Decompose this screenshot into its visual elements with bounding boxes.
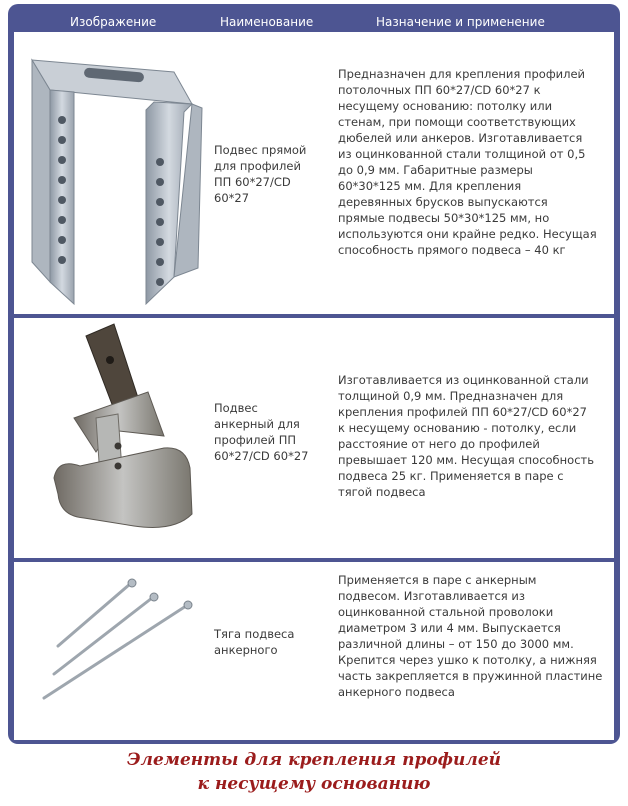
caption-line-2: к несущему основанию: [197, 774, 431, 794]
item-name: Подвес анкерный для профилей ПП 60*27/CD 60*27: [214, 401, 309, 463]
item-description: Предназначен для крепления профилей потолочных ПП 60*27/CD 60*27 к несущему основанию: потолку или стенам, при помощи соответствующих дюбелей или анкеров. Изготавливается из оцинкованной стали толщиной от 0,5 до 0,9 мм. Габаритные размеры 60*30*125 мм. Для крепления деревянных брусков выпускаются прямые подвесы 50*30*125 мм, но используются они крайне редко. Несущая способность прямого подвеса – 40 кг: [338, 67, 597, 257]
anchor-hanger-icon: [14, 318, 214, 558]
table-row: [14, 32, 614, 314]
hanger-rod-icon: [14, 562, 214, 740]
table-row: [14, 318, 614, 558]
header-purpose: Назначение и применение: [376, 15, 545, 29]
straight-hanger-icon: [14, 32, 214, 314]
table-row: [14, 562, 614, 740]
header-name: Наименование: [220, 15, 314, 29]
table-header: [8, 8, 620, 34]
item-name: Тяга подвеса анкерного: [214, 627, 295, 657]
table-frame: [8, 4, 620, 744]
item-name: Подвес прямой для профилей ПП 60*27/CD 60*27: [214, 143, 307, 205]
header-image: Изображение: [70, 15, 157, 29]
item-description: Применяется в паре с анкерным подвесом. Изготавливается из оцинкованной стальной проволоки диаметром 3 или 4 мм. Выпускается различной длины – от 150 до 3000 мм. Крепится через ушко к потолку, а нижняя часть закрепляется в пружинной пластине анкерного подвеса: [338, 573, 603, 699]
caption-line-1: Элементы для крепления профилей: [127, 750, 501, 770]
item-description: Изготавливается из оцинкованной стали толщиной 0,9 мм. Предназначен для крепления профилей ПП 60*27/CD 60*27 к несущему основанию - потолку, если расстояние от него до профилей превышает 120 мм. Несущая способность подвеса 25 кг. Применяется в паре с тягой подвеса: [338, 373, 595, 499]
